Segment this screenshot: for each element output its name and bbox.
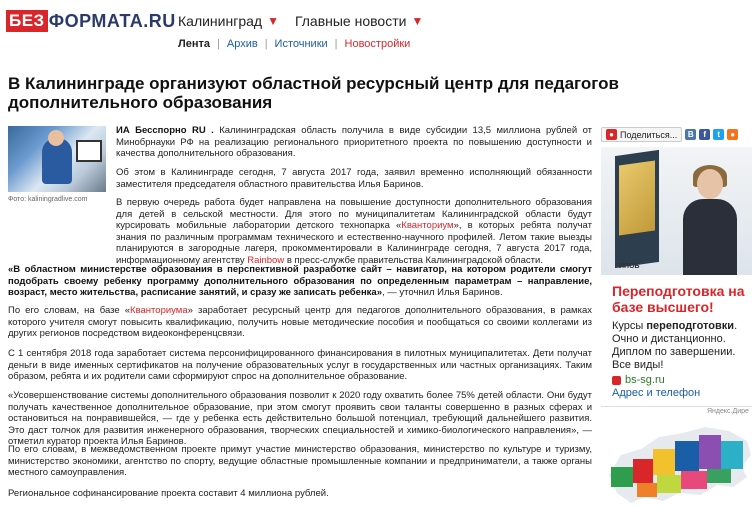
chevron-down-icon: ▼: [411, 14, 424, 28]
region-dropdown[interactable]: [178, 13, 279, 29]
paragraph-9: Региональное софинансирование проекта составит 4 миллиона рублей.: [8, 488, 329, 499]
logo-box: БЕЗ: [6, 10, 48, 32]
paragraph-1-text: Калининградская область получила в виде субсидии 13,5 миллиона рублей от Минобрнауки РФ на реализацию регионального приоритетного проекта по повышению доступности и качества дополнительного образования.: [116, 125, 593, 159]
brochure-shape: [615, 150, 659, 268]
ad-title-link[interactable]: Переподготовка на базе высшего!: [612, 283, 745, 315]
share-label: Поделиться...: [620, 129, 678, 140]
paragraph-8: По его словам, в межведомственном проекте примут участие министерство образования, министерство по культуре и туризму, министерство экономики, агентство по спорту, ведущие областные промышленные компании и предприниматели, а также органы местного самоуправления.: [8, 444, 592, 478]
ad-banner-image[interactable]: [601, 147, 752, 275]
source-name: ИА Бесспорно RU .: [116, 125, 214, 136]
subnav-new-buildings[interactable]: Новостройки: [344, 38, 411, 50]
paragraph-1: [116, 125, 592, 160]
favicon-icon: [612, 376, 621, 385]
separator: |: [334, 38, 338, 50]
region-label: Калининград: [178, 13, 263, 29]
sub-nav: [178, 38, 410, 50]
paragraph-5-text-a: По его словам, на базе «: [8, 305, 131, 316]
logo-text: ФОРМАТА.RU: [48, 10, 176, 31]
odnoklassniki-icon[interactable]: ●: [727, 129, 738, 140]
yandex-direct-label[interactable]: Яндекс.Дире: [707, 408, 749, 415]
ad-site-link[interactable]: [612, 374, 665, 386]
paragraph-3-text-b: », в которых ребята получат знания по различным программам технического и естественно-научного профилей. Летом такие выезды планируются в загородные лагеря, прокомментировали в Калининграде сегодня, 7 августа 2017 года, информационному агентству: [116, 220, 592, 266]
main-news-label: Главные новости: [294, 13, 407, 29]
ad-text-bold: переподготовки: [646, 320, 735, 332]
paragraph-3: [8, 197, 592, 266]
ad-text-2: . Очно и дистанционно. Диплом по завершении. Все виды!: [612, 320, 738, 371]
paragraph-3-text-a: В первую очередь работа будет направлена на повышение доступности дополнительного образования для детей в сельской местности. Для этого по муниципалитетам Калининградской области будут курсировать мобильные лаборатории детского технопарка «: [116, 197, 592, 231]
site-logo[interactable]: [6, 9, 176, 33]
subnav-archive[interactable]: Архив: [226, 38, 258, 50]
ad-site-label: bs-sg.ru: [625, 374, 665, 386]
chevron-down-icon: ▼: [267, 14, 279, 28]
top-nav: [178, 13, 423, 29]
divider: [601, 406, 752, 407]
vk-icon[interactable]: В: [685, 129, 696, 140]
kvantorium-link[interactable]: Кванториум: [401, 220, 454, 231]
person-body: [683, 199, 737, 275]
subnav-feed[interactable]: Лента: [178, 38, 210, 50]
ad-text-1: Курсы: [612, 320, 647, 332]
article-photo[interactable]: [8, 126, 106, 192]
photo-caption: Фото: kaliningradlive.com: [8, 196, 88, 203]
banner-logo: ИПОБ: [619, 263, 640, 270]
facebook-icon[interactable]: f: [699, 129, 710, 140]
paragraph-5-text-b: » заработает ресурсный центр для педагогов дополнительного образования, в рамках которого учителя смогут повысить квалификацию, получить новые методические пособия и пообщаться со своими коллегами из других регионов посредством видеоконференцсвязи.: [8, 305, 592, 339]
banner-person: [675, 167, 745, 275]
paragraph-4: [8, 264, 592, 299]
kvantorium-link-2[interactable]: Кванториума: [130, 305, 188, 316]
subnav-sources[interactable]: Источники: [274, 38, 328, 50]
paragraph-3-text-c: в пресс-службе правительства Калининградской области.: [284, 254, 543, 266]
main-news-dropdown[interactable]: [295, 13, 423, 29]
share-icon: ●: [606, 129, 617, 140]
rainbow-link[interactable]: Rainbow: [247, 254, 285, 266]
share-button[interactable]: [601, 127, 682, 142]
quote-bold: «В областном министерстве образования в перспективной разработке сайт – навигатор, на котором родители смогут подобрать своему ребенку программу дополнительного образования по определенным параметрам – направление, возраст, место жительства, расписание занятий, и сразу же записать ребенка»: [8, 264, 592, 298]
paragraph-4-text: , — уточнил Илья Баринов.: [382, 287, 503, 298]
share-bar: [601, 126, 752, 143]
photo-screen: [76, 140, 102, 162]
russia-map-image[interactable]: [601, 415, 752, 509]
separator: |: [217, 38, 220, 50]
ad-address-link[interactable]: Адрес и телефон: [612, 387, 701, 399]
separator: |: [264, 38, 268, 50]
twitter-icon[interactable]: t: [713, 129, 724, 140]
article-title: В Калининграде организуют областной ресурсный центр для педагогов дополнительного образования: [8, 74, 619, 112]
paragraph-2: Об этом в Калининграде сегодня, 7 августа 2017 года, заявил временно исполняющий обязанности заместителя председателя областного правительства Илья Баринов.: [116, 167, 592, 190]
paragraph-5: [8, 305, 592, 340]
ad-description: [612, 320, 752, 372]
paragraph-7: «Усовершенствование системы дополнительного образования позволит к 2020 году охватить более 75% детей области. Они будут получать качественное дополнительное образование, при этом смогут проявить свои таланты совершенно в разных сферах и остановиться на понравившейся, — где у ребенка есть действительно большой потенциал, требующий дальнейшего развития. Это даст толчок для развития инженерного образования, творческих специальностей и химико-биологического направления», — отметил куратор проекта Илья Баринов.: [8, 390, 592, 447]
brochure-cover: [619, 160, 655, 235]
person-head: [697, 169, 723, 199]
paragraph-6: С 1 сентября 2018 года заработает система персонифицированного финансирования в пилотных муниципалитетах. Дети получат деньги в виде именных сертификатов на получение образовательных услуг в государственных или частных организациях. Таким образом, ребята и их родители сами сформируют спрос на дополнительное образование.: [8, 348, 592, 382]
photo-head: [48, 130, 64, 146]
